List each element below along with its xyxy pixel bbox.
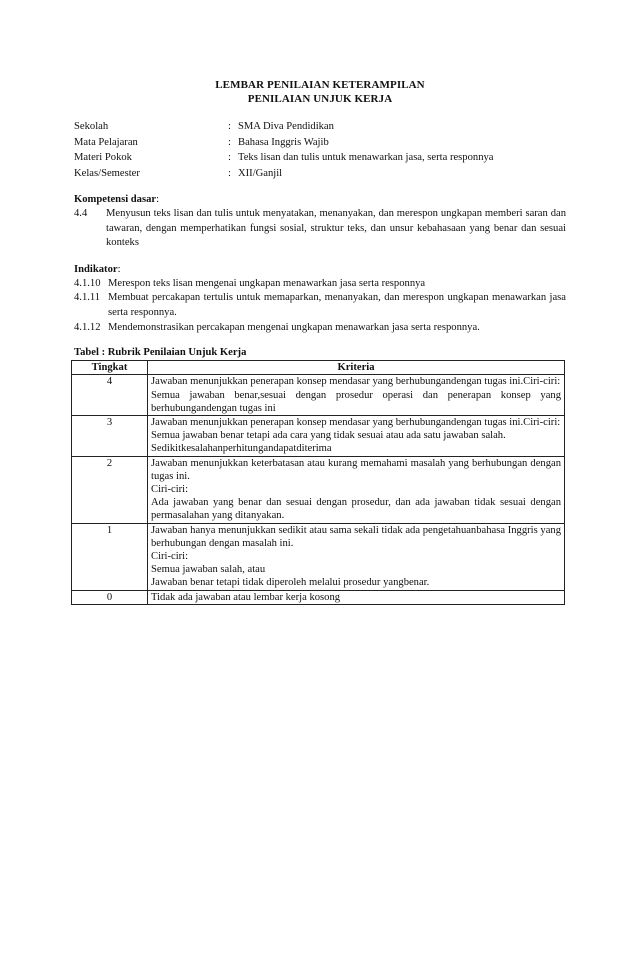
meta-row-mata-pelajaran: [74, 135, 566, 151]
indikator-number: 4.1.12: [74, 321, 101, 333]
table-row: [72, 415, 565, 456]
level-cell: 3: [72, 415, 148, 456]
indikator-item: [74, 321, 566, 336]
criteria-line: Jawaban menunjukkan keterbatasan atau kurang memahami masalah yang berhubungan dengan tugas ini.: [151, 457, 561, 482]
indikator-text: Mendemonstrasikan percakapan mengenai ungkapan menawarkan jasa serta responnya.: [108, 321, 480, 333]
criteria-line: Tidak ada jawaban atau lembar kerja kosong: [151, 591, 341, 603]
meta-colon: :: [228, 136, 231, 148]
criteria-line: Sedikitkesalahanperhitungandapatditerima: [151, 443, 332, 455]
header-tingkat: Tingkat: [72, 361, 148, 375]
criteria-line: Semua jawaban benar,sesuai dengan prosedur operasi dan penerapan konsep yang berhubungandengan tugas ini: [151, 389, 561, 414]
meta-row-sekolah: [74, 119, 566, 135]
kompetensi-heading-colon: :: [156, 194, 160, 205]
table-header-row: [72, 361, 565, 375]
level-cell: 0: [72, 590, 148, 604]
meta-row-kelas-semester: [74, 166, 566, 182]
table-row: [72, 375, 565, 416]
indikator-heading: [74, 262, 566, 277]
meta-value: Teks lisan dan tulis untuk menawarkan jasa, serta responnya: [238, 152, 494, 163]
criteria-line: Jawaban menunjukkan penerapan konsep mendasar yang berhubungandengan tugas ini.Ciri-ciri:: [151, 376, 561, 388]
indikator-item: [74, 291, 566, 320]
meta-label: Materi Pokok: [74, 152, 132, 163]
header-kriteria: Kriteria: [148, 361, 565, 375]
level-cell: 1: [72, 523, 148, 590]
criteria-cell: [148, 590, 565, 604]
meta-block: [74, 119, 566, 181]
kompetensi-item: [74, 207, 566, 251]
document-title: [74, 78, 566, 106]
indikator-item: [74, 277, 566, 292]
criteria-cell: [148, 523, 565, 590]
document-page: [74, 78, 566, 605]
table-row: [72, 456, 565, 523]
indikator-number: 4.1.11: [74, 292, 101, 304]
kompetensi-heading: [74, 192, 566, 207]
meta-value: SMA Diva Pendidikan: [238, 121, 334, 132]
indikator-heading-text: Indikator: [74, 263, 118, 275]
kompetensi-text: Menyusun teks lisan dan tulis untuk menyatakan, menanyakan, dan merespon ungkapan memberi saran dan tawaran, dengan memperhatikan fungsi sosial, struktur teks, dan unsur kebahasaan yang benar dan sesuai konteks: [106, 208, 566, 249]
criteria-cell: [148, 415, 565, 456]
criteria-line: Jawaban benar tetapi tidak diperoleh melalui prosedur yangbenar.: [151, 577, 430, 589]
meta-colon: :: [228, 121, 231, 132]
indikator-text: Membuat percakapan tertulis untuk memaparkan, menanyakan, dan merespon ungkapan menawarkan jasa serta responnya.: [108, 292, 566, 318]
table-row: [72, 523, 565, 590]
meta-row-materi-pokok: [74, 150, 566, 166]
indikator-number: 4.1.10: [74, 277, 101, 289]
criteria-line: Jawaban menunjukkan penerapan konsep mendasar yang berhubungandengan tugas ini.Ciri-ciri:: [151, 416, 561, 428]
level-cell: 4: [72, 375, 148, 416]
meta-colon: :: [228, 152, 231, 163]
title-line-2: PENILAIAN UNJUK KERJA: [247, 93, 393, 105]
meta-colon: :: [228, 167, 231, 179]
kompetensi-number: 4.4: [74, 208, 88, 219]
criteria-line: Ada jawaban yang benar dan sesuai dengan prosedur, dan ada jawaban tidak sesuai dengan permasalahan yang ditanyakan.: [151, 497, 561, 522]
meta-label: Mata Pelajaran: [74, 136, 138, 148]
table-row: [72, 590, 565, 604]
criteria-cell: [148, 375, 565, 416]
meta-value: Bahasa Inggris Wajib: [238, 136, 329, 148]
criteria-line: Ciri-ciri:: [151, 551, 189, 562]
title-line-1: LEMBAR PENILAIAN KETERAMPILAN: [215, 79, 425, 91]
meta-label: Kelas/Semester: [74, 167, 140, 179]
criteria-line: Semua jawaban benar tetapi ada cara yang tidak sesuai atau ada satu jawaban salah.: [151, 430, 506, 442]
kompetensi-heading-text: Kompetensi dasar: [74, 194, 157, 205]
indikator-heading-colon: :: [117, 263, 121, 275]
meta-value: XII/Ganjil: [238, 167, 283, 179]
level-cell: 2: [72, 456, 148, 523]
indikator-text: Merespon teks lisan mengenai ungkapan menawarkan jasa serta responnya: [108, 277, 426, 289]
criteria-cell: [148, 456, 565, 523]
criteria-line: Semua jawaban salah, atau: [151, 564, 266, 576]
table-caption: Tabel : Rubrik Penilaian Unjuk Kerja: [74, 347, 247, 359]
criteria-line: Jawaban hanya menunjukkan sedikit atau sama sekali tidak ada pengetahuanbahasa Inggris yang berhubungan dengan masalah ini.: [151, 524, 561, 549]
rubric-table: [71, 360, 565, 605]
meta-label: Sekolah: [74, 121, 109, 132]
criteria-line: Ciri-ciri:: [151, 483, 189, 495]
